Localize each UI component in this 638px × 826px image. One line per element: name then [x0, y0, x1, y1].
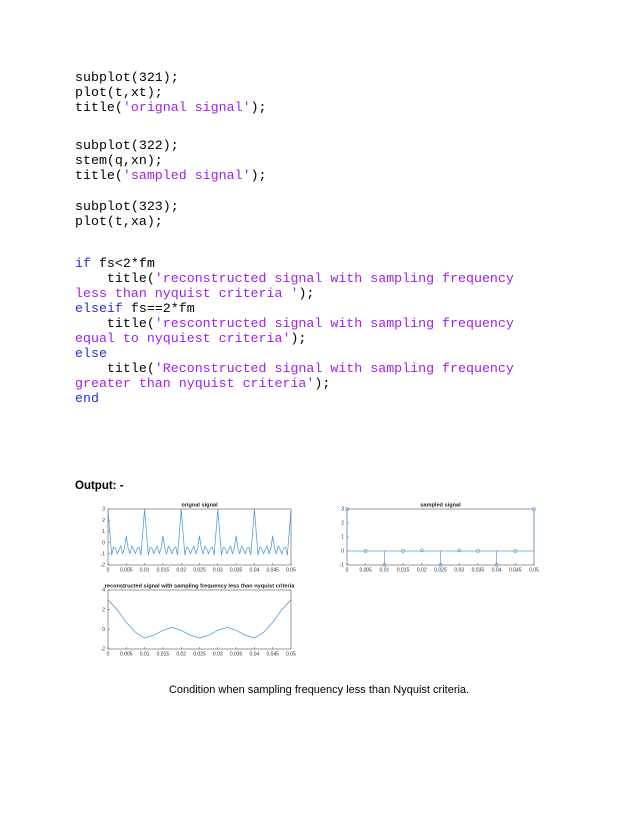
code-text: title( — [75, 361, 155, 376]
y-tick-label: 0 — [102, 627, 105, 634]
code-text: stem(q,xn); — [75, 153, 163, 168]
output-label: Output: - — [75, 480, 124, 492]
plot-axes-box — [108, 590, 291, 649]
code-string: 'sampled signal' — [122, 168, 251, 183]
code-keyword: else — [75, 346, 107, 361]
figure-caption: Condition when sampling frequency less than Nyquist criteria. — [168, 684, 470, 696]
y-tick-label: 4 — [102, 587, 105, 594]
code-text: ); — [250, 100, 267, 115]
x-tick-label: 0.04 — [249, 567, 260, 574]
y-tick-label: 2 — [102, 607, 105, 614]
x-tick-label: 0.05 — [286, 651, 296, 658]
y-tick-label: 3 — [341, 506, 344, 513]
y-tick-label: 2 — [341, 520, 344, 527]
code-keyword: if — [75, 256, 91, 271]
code-string: 'orignal signal' — [122, 100, 251, 115]
x-tick-label: 0 — [345, 567, 349, 574]
y-tick-label: -2 — [100, 646, 105, 653]
code-text: title( — [75, 100, 123, 115]
code-text: plot(t,xt); — [75, 85, 163, 100]
code-text: ); — [290, 331, 307, 346]
y-tick-label: -1 — [100, 551, 105, 558]
code-text: title( — [75, 271, 155, 286]
code-text: title( — [75, 168, 123, 183]
x-tick-label: 0.005 — [120, 651, 133, 658]
plot-title: sampled signal — [420, 502, 461, 509]
x-tick-label: 0.005 — [120, 567, 133, 574]
code-text: subplot(322); — [75, 138, 179, 153]
x-tick-label: 0.025 — [434, 567, 447, 574]
x-tick-label: 0.04 — [249, 651, 260, 658]
y-tick-label: 0 — [341, 548, 344, 555]
y-tick-label: 1 — [341, 534, 344, 541]
x-tick-label: 0.03 — [212, 651, 223, 658]
code-string: greater than nyquist criteria' — [75, 376, 315, 391]
x-tick-label: 0.015 — [156, 651, 170, 658]
code-keyword: end — [75, 391, 99, 406]
x-tick-label: 0.045 — [266, 651, 279, 658]
x-tick-label: 0.005 — [359, 567, 372, 574]
code-text: subplot(323); — [75, 199, 179, 214]
x-tick-label: 0.01 — [139, 651, 150, 658]
x-tick-label: 0.02 — [416, 567, 427, 574]
x-tick-label: 0.01 — [379, 567, 390, 574]
x-tick-label: 0.025 — [193, 567, 206, 574]
x-tick-label: 0.01 — [139, 567, 150, 574]
y-tick-label: -2 — [100, 562, 105, 569]
code-text: fs<2*fm — [90, 256, 155, 271]
code-text: ); — [298, 286, 315, 301]
y-tick-label: 1 — [102, 529, 105, 536]
x-tick-label: 0.05 — [286, 567, 296, 574]
x-tick-label: 0.025 — [193, 651, 206, 658]
x-tick-label: 0.02 — [176, 651, 187, 658]
x-tick-label: 0 — [106, 651, 110, 658]
x-tick-label: 0.05 — [529, 567, 539, 574]
x-tick-label: 0.035 — [229, 651, 243, 658]
code-string: 'rescontructed signal with sampling frequency — [154, 316, 514, 331]
code-text: ); — [314, 376, 331, 391]
x-tick-label: 0.035 — [471, 567, 485, 574]
x-tick-label: 0.045 — [509, 567, 522, 574]
x-tick-label: 0.035 — [229, 567, 243, 574]
y-tick-label: 3 — [102, 506, 105, 513]
code-text: subplot(321); — [75, 70, 179, 85]
code-text: ); — [250, 168, 267, 183]
code-string: 'Reconstructed signal with sampling frequency — [154, 361, 514, 376]
code-text: fs==2*fm — [122, 301, 195, 316]
x-tick-label: 0.015 — [396, 567, 410, 574]
x-tick-label: 0 — [106, 567, 110, 574]
code-text: plot(t,xa); — [75, 214, 163, 229]
y-tick-label: -1 — [339, 562, 344, 569]
code-string: less than nyquist criteria ' — [75, 286, 299, 301]
code-string: equal to nyquiest criteria' — [75, 331, 291, 346]
code-string: 'reconstructed signal with sampling frequency — [154, 271, 514, 286]
x-tick-label: 0.04 — [491, 567, 502, 574]
plot-title: reconstructed signal with sampling frequency less than nyquist criteria — [104, 583, 295, 590]
x-tick-label: 0.03 — [212, 567, 223, 574]
plot-title: orignal signal — [181, 502, 218, 509]
x-tick-label: 0.045 — [266, 567, 279, 574]
x-tick-label: 0.015 — [156, 567, 170, 574]
code-keyword: elseif — [75, 301, 123, 316]
x-tick-label: 0.02 — [176, 567, 187, 574]
x-tick-label: 0.03 — [454, 567, 465, 574]
y-tick-label: 2 — [102, 517, 105, 524]
y-tick-label: 0 — [102, 540, 105, 547]
code-text: title( — [75, 316, 155, 331]
